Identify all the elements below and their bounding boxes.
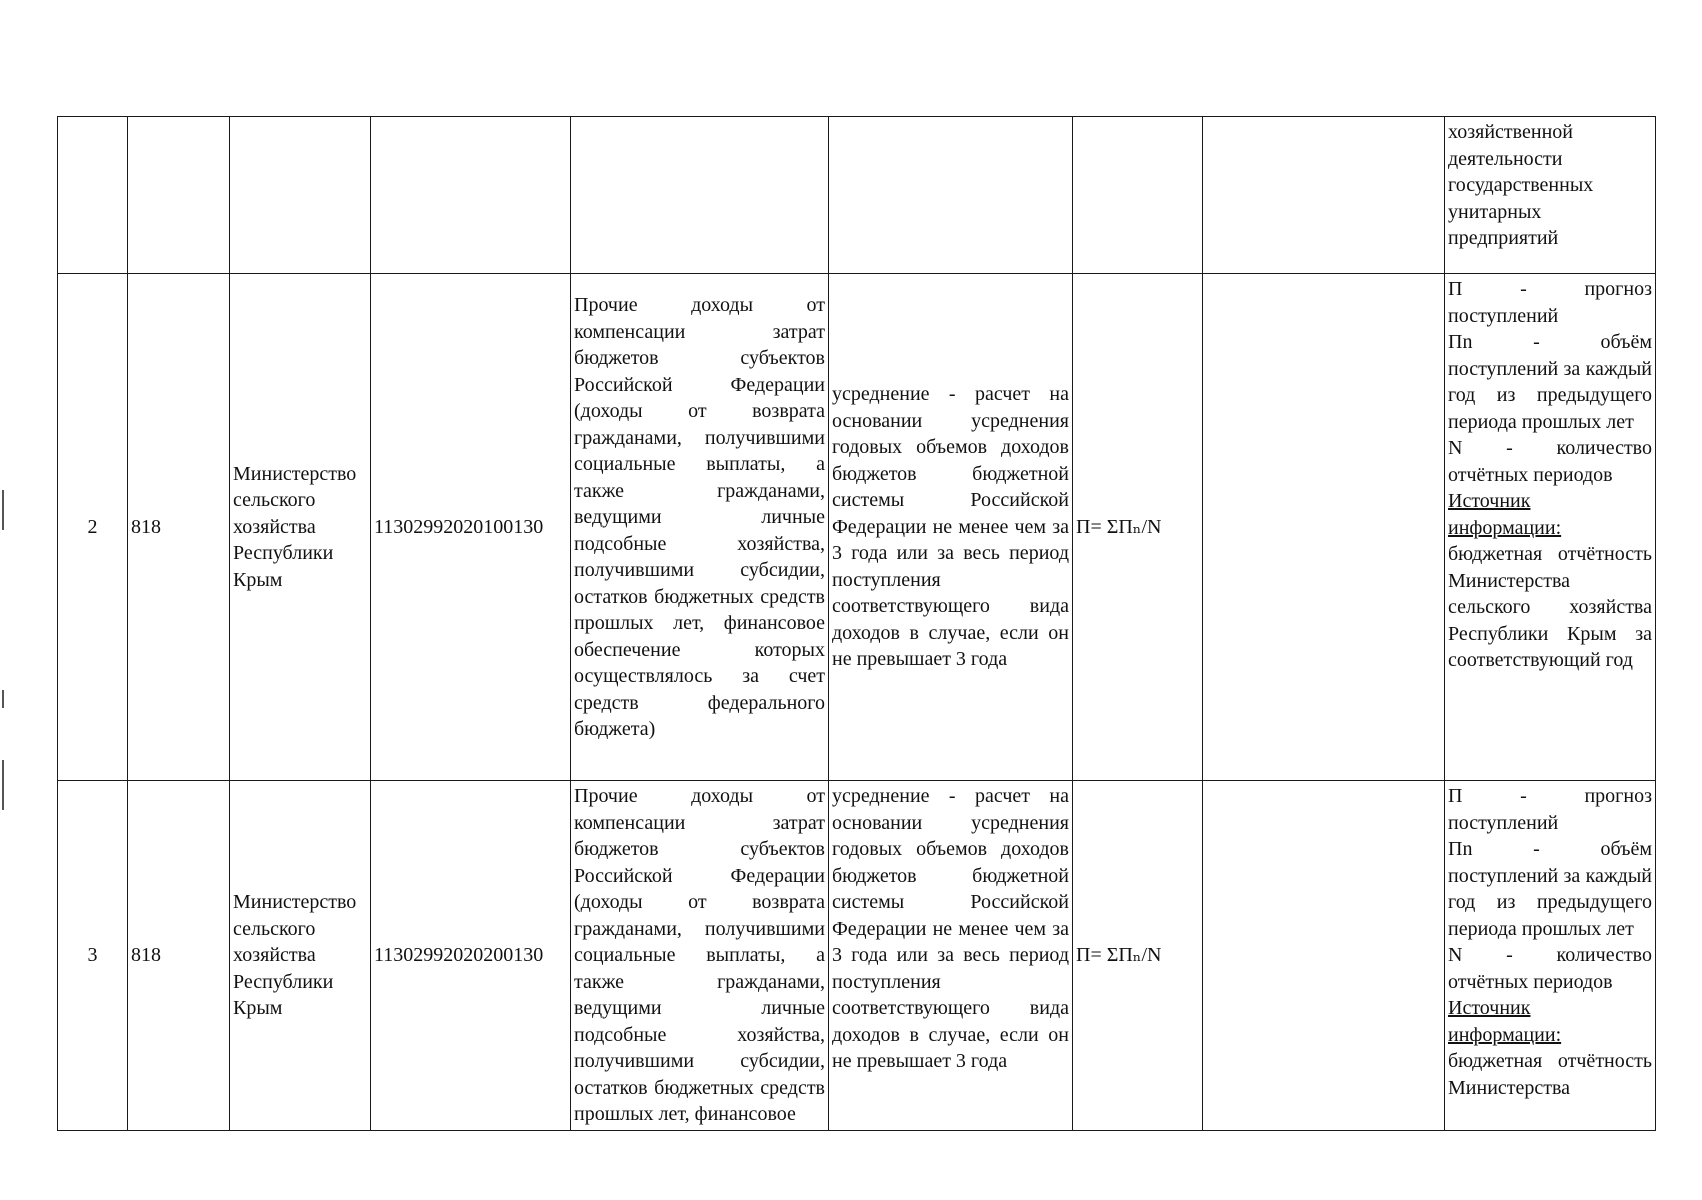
kbk-cell: 11302992020200130 (371, 781, 571, 1131)
revenue-forecast-table (57, 116, 1656, 1131)
income-name-cell: Прочие доходы от компенсации затрат бюджетов субъектов Российской Федерации (доходы от возврата гражданами, получившими социальные выплаты, а также гражданами, ведущими личные подсобные хозяйства, получившими субсидии, остатков бюджетных средств прошлых лет, финансовое (571, 781, 829, 1131)
description-cell (1445, 117, 1656, 274)
scan-artifact (2, 760, 4, 810)
organization-cell (230, 274, 371, 781)
income-name-cell (571, 117, 829, 274)
method-cell: усреднение - расчет на основании усреднения годовых объемов доходов бюджетов бюджетной системы Российской Федерации не менее чем за 3 года или за весь период поступления соответствующего вида доходов в случае, если он не превышает 3 года (829, 781, 1073, 1131)
formula-cell: П= ΣПₙ/N (1073, 781, 1203, 1131)
algorithm-cell (1203, 781, 1445, 1131)
organization-line: хозяйства (233, 515, 316, 538)
table-row (58, 781, 1656, 1131)
description-line: унитарных (1448, 200, 1542, 223)
description-text: бюджетная отчётность Министерства сельского хозяйства Республики Крым за соответствующий год (1448, 543, 1652, 671)
algorithm-cell (1203, 274, 1445, 781)
description-line: государственных (1448, 174, 1594, 196)
source-label: Источник (1448, 490, 1531, 512)
organization-line: Республики (233, 542, 334, 565)
scan-artifact (2, 490, 4, 530)
row-number-cell: 3 (58, 781, 128, 1131)
method-cell: усреднение - расчет на основании усреднения годовых объемов доходов бюджетов бюджетной системы Российской Федерации не менее чем за 3 года или за весь период поступления соответствующего вида доходов в случае, если он не превышает 3 года (829, 274, 1073, 781)
description-text: П - прогноз поступлений (1448, 785, 1652, 834)
kbk-cell (371, 117, 571, 274)
description-line: хозяйственной (1448, 121, 1573, 143)
admin-code-cell: 818 (128, 274, 230, 781)
organization-line: Республики (233, 970, 334, 993)
formula-cell: П= ΣПₙ/N (1073, 274, 1203, 781)
kbk-cell: 11302992020100130 (371, 274, 571, 781)
organization-line: сельского (233, 489, 316, 512)
organization-line: Крым (233, 568, 283, 591)
organization-cell (230, 117, 371, 274)
organization-line: сельского (233, 917, 316, 940)
description-line: предприятий (1448, 227, 1559, 249)
source-label: информации: (1448, 516, 1562, 539)
organization-line: Крым (233, 997, 283, 1019)
scan-artifact (2, 690, 4, 708)
description-text: Пn - объём поступлений за каждый год из предыдущего периода прошлых лет (1448, 331, 1652, 433)
method-cell (829, 117, 1073, 274)
admin-code-cell (128, 117, 230, 274)
description-text: N - количество отчётных периодов (1448, 437, 1652, 486)
organization-line: Министерство (233, 891, 357, 913)
description-cell (1445, 781, 1656, 1131)
table-row (58, 274, 1656, 781)
source-label: информации: (1448, 1023, 1562, 1046)
description-text: бюджетная отчётность Министерства (1448, 1050, 1652, 1099)
description-text: N - количество отчётных периодов (1448, 944, 1652, 993)
description-text: Пn - объём поступлений за каждый год из предыдущего периода прошлых лет (1448, 838, 1652, 940)
description-text: П - прогноз поступлений (1448, 278, 1652, 327)
row-number-cell: 2 (58, 274, 128, 781)
source-label: Источник (1448, 997, 1531, 1019)
formula-cell (1073, 117, 1203, 274)
description-cell (1445, 274, 1656, 781)
algorithm-cell (1203, 117, 1445, 274)
income-name-cell: Прочие доходы от компенсации затрат бюджетов субъектов Российской Федерации (доходы от возврата гражданами, получившими социальные выплаты, а также гражданами, ведущими личные подсобные хозяйства, получившими субсидии, остатков бюджетных средств прошлых лет, финансовое обеспечение которых осуществлялось за счет средств федерального бюджета) (571, 274, 829, 781)
table-row (58, 117, 1656, 274)
organization-cell (230, 781, 371, 1131)
row-number-cell (58, 117, 128, 274)
organization-line: хозяйства (233, 944, 316, 966)
description-line: деятельности (1448, 147, 1563, 170)
admin-code-cell: 818 (128, 781, 230, 1131)
organization-line: Министерство (233, 462, 357, 485)
